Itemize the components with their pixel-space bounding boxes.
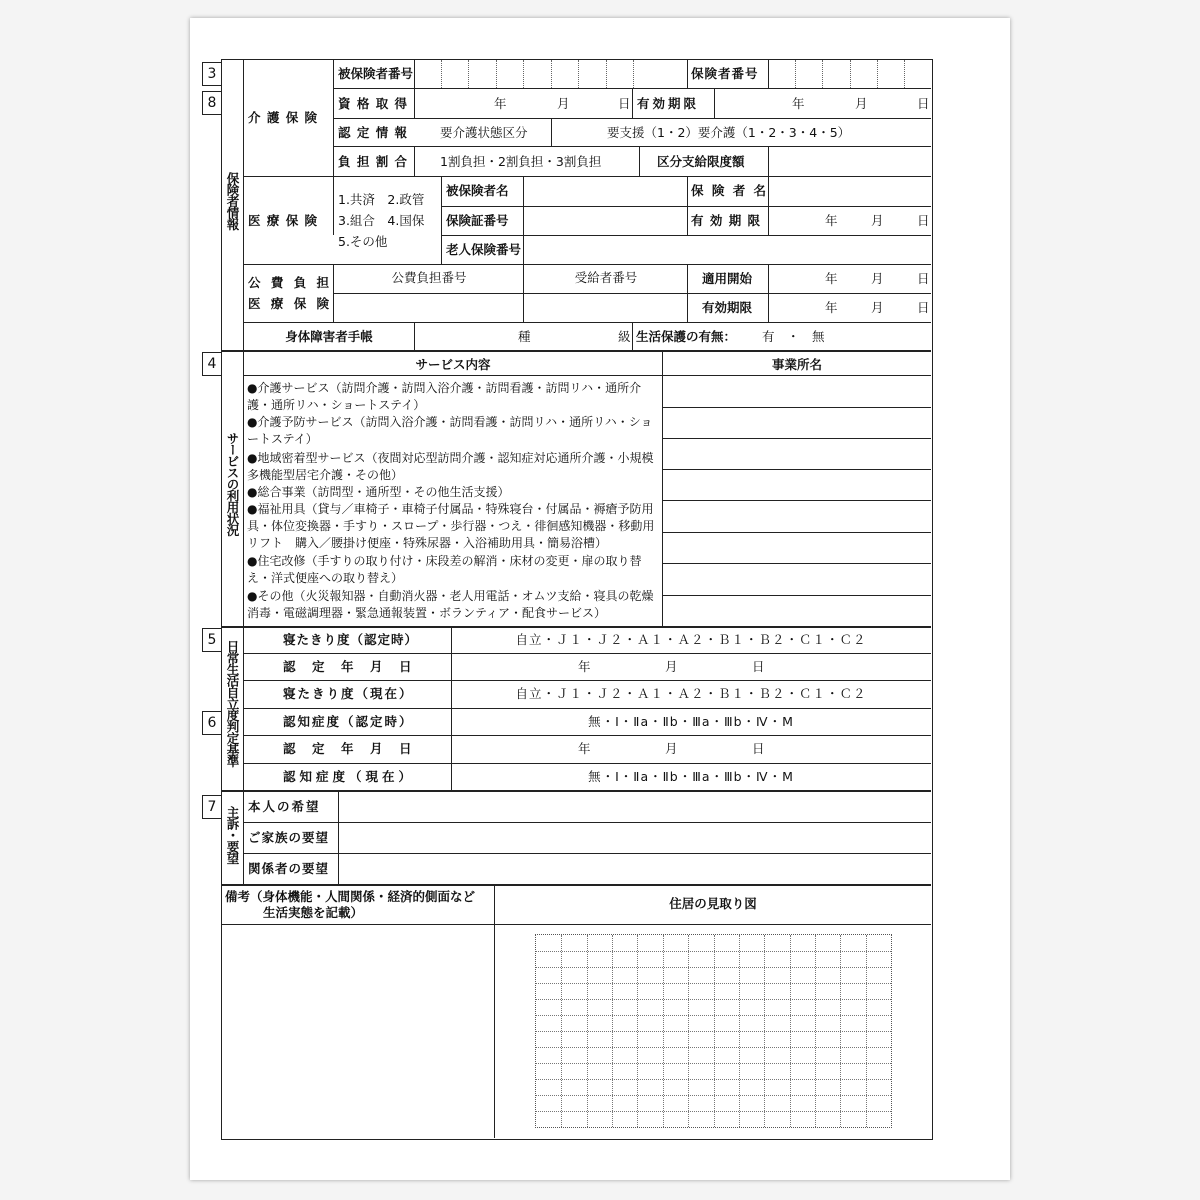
hihokensha-bango-label: 被保険者番号 [338,66,414,81]
iryo-label: 医 療 保 険 [248,213,319,228]
kankeisha-yobo-label: 関係者の要望 [248,861,330,876]
kaigo-label: 介 護 保 険 [248,110,319,125]
service-sonota: ●その他（火災報知器・自動消火器・老人用電話・オムツ支給・寝具の乾燥消毒・電磁調理器・緊急通報装置・ボランティア・配食サービス） [247,589,654,620]
iryo-hokensha-mei-field[interactable] [771,180,929,204]
tekiyo-year: 年 [825,271,838,286]
ninchi-genzai-scale[interactable]: 無・Ⅰ・Ⅱa・Ⅱb・Ⅲa・Ⅲb・Ⅳ・M [588,769,794,784]
kaigo-yuko-kigen-label: 有効期限 [637,96,700,111]
insurer-info-side-label: 保険者情報 [225,172,240,230]
shintai-kyu: 級 [618,329,631,344]
floorplan-grid-line [536,1031,891,1032]
netakiri-nintei-label: 寝たきり度（認定時） [283,632,419,647]
kohi-yuko-year: 年 [825,300,838,315]
nintei-date-2-month: 月 [665,741,678,756]
iryo-yuko-year: 年 [825,213,838,228]
kohi-yuko-month: 月 [871,300,884,315]
hokensho-bango-label: 保険証番号 [446,213,509,228]
honnin-kibo-label: 本人の希望 [248,799,321,814]
services-header-office: 事業所名 [771,357,822,372]
floorplan-grid-line [536,1111,891,1112]
ninchi-nintei-label: 認知症度（認定時） [283,714,414,729]
kohi-yuko-kigen-label: 有効期限 [702,300,753,315]
tekiyo-kaishi-label: 適用開始 [702,271,753,286]
kubun-gendo-label: 区分支給限度額 [657,154,745,169]
netakiri-genzai-label: 寝たきり度（現在） [283,686,414,701]
section-number-6: 6 [202,711,222,735]
adl-side-label: 日常生活自立度判定基準 [225,640,240,767]
requests-side-label: 主訴・要望 [225,806,240,864]
iryo-hokensha-mei-label: 保 険 者 名 [691,183,769,198]
section-number-7: 7 [202,795,222,819]
ninchi-genzai-label: 認知症度（現在） [283,769,416,784]
yokaigo-kubun-label: 要介護状態区分 [440,125,528,140]
kazoku-yobo-label: ご家族の要望 [248,830,330,845]
nintei-date-1-year: 年 [578,659,591,674]
section-number-8: 8 [202,91,222,115]
yokaigo-options: 要支援（1・2）要介護（1・2・3・4・5） [607,125,851,140]
nintei-date-2-day: 日 [752,741,765,756]
services-header-content: サービス内容 [415,357,491,372]
iryo-hihokensha-mei-label: 被保険者名 [446,183,509,198]
shintai-techo-label: 身体障害者手帳 [285,329,373,344]
floorplan-grid-line [536,1095,891,1096]
service-jutaku-kaishu: ●住宅改修（手すりの取り付け・床段差の解消・床材の変更・扉の取り替え・洋式便座への取り替え） [247,554,642,585]
netakiri-genzai-scale[interactable]: 自立・Ｊ１・Ｊ２・Ａ１・Ａ２・Ｂ１・Ｂ２・Ｃ１・Ｃ２ [515,686,867,701]
remarks-label-line2: 生活実態を記載） [263,905,364,920]
service-fukushi-yogu: ●福祉用具（貸与／車椅子・車椅子付属品・特殊寝台・付属品・褥瘡予防用具・体位変換器・手すり・スロープ・歩行器・つえ・徘徊感知機器・移動用リフト 購入／腰掛け便座・特殊尿器・入浴補助用具・簡易浴槽） [247,502,655,550]
hokensha-bango-label: 保険者番号 [691,66,759,81]
nintei-date-2-year: 年 [578,741,591,756]
futan-wariai-label: 負 担 割 合 [338,154,409,169]
service-chiiki: ●地域密着型サービス（夜間対応型訪問介護・認知症対応通所介護・小規模多機能型居宅介護・その他） [247,451,654,482]
seikatsu-hogo-label: 生活保護の有無： [636,329,737,344]
iryo-yuko-month: 月 [871,213,884,228]
nintei-date-label-2: 認 定 年 月 日 [283,741,414,756]
netakiri-nintei-scale[interactable]: 自立・Ｊ１・Ｊ２・Ａ１・Ａ２・Ｂ１・Ｂ２・Ｃ１・Ｃ２ [515,632,867,647]
rojin-bango-label: 老人保険番号 [446,242,522,257]
remarks-label-line1: 備考（身体機能・人間関係・経済的側面など [225,889,476,904]
nintei-date-1-month: 月 [665,659,678,674]
floorplan-grid-line [536,1063,891,1064]
kohi-label-2: 医 療 保 険 [248,296,333,311]
shintai-shu: 種 [518,329,531,344]
floorplan-grid-line [536,983,891,984]
iryo-type-3: 5.その他 [338,234,388,249]
section-number-5: 5 [202,628,222,652]
services-side-label: サービスの利用状況 [225,432,240,536]
kohi-jukyusha-bango-label: 受給者番号 [574,270,638,285]
kubun-gendo-field[interactable] [771,150,929,172]
honnin-kibo-field[interactable] [341,795,929,820]
floorplan-grid-line [536,1047,891,1048]
nintei-joho-label: 認 定 情 報 [338,125,409,140]
floorplan-grid[interactable] [535,934,892,1128]
ninchi-nintei-scale[interactable]: 無・Ⅰ・Ⅱa・Ⅱb・Ⅲa・Ⅲb・Ⅳ・M [588,714,794,729]
service-yobo: ●介護予防サービス（訪問入浴介護・訪問看護・訪問リハ・通所リハ・ショートステイ） [247,415,653,446]
section-number-3: 3 [202,62,222,86]
service-kaigo: ●介護サービス（訪問介護・訪問入浴介護・訪問看護・訪問リハ・通所介護・通所リハ・ショートステイ） [247,381,642,412]
floorplan-grid-line [536,951,891,952]
kankeisha-yobo-field[interactable] [341,857,929,882]
seikatsu-hogo-umu[interactable]: 有 ・ 無 [762,329,825,344]
iryo-type-1: 1.共済 2.政管 [338,192,425,207]
shikaku-day: 日 [618,96,631,111]
hokensho-bango-field[interactable] [526,209,685,233]
floorplan-grid-line [536,1079,891,1080]
iryo-hihokensha-mei-field[interactable] [526,180,685,204]
section-number-4: 4 [202,352,222,376]
rojin-bango-field[interactable] [526,238,929,262]
kohi-label-1: 公 費 負 担 [248,275,333,290]
shikaku-shutoku-label: 資 格 取 得 [338,96,409,111]
kaigo-yuko-year: 年 [792,96,805,111]
service-sogo: ●総合事業（訪問型・通所型・その他生活支援） [247,485,510,499]
nintei-date-label-1: 認 定 年 月 日 [283,659,414,674]
rule [243,60,244,350]
hihokensha-bango-field[interactable] [418,64,686,86]
futan-options: 1割負担・2割負担・3割負担 [440,154,602,169]
kohi-futansha-bango-label: 公費負担番号 [391,270,467,285]
shikaku-month: 月 [557,96,570,111]
kaigo-yuko-month: 月 [855,96,868,111]
kohi-futansha-bango-field[interactable] [336,296,522,318]
remarks-field[interactable] [224,928,492,1134]
floorplan-grid-line [536,967,891,968]
floorplan-grid-line [536,999,891,1000]
kazoku-yobo-field[interactable] [341,826,929,851]
floorplan-label: 住居の見取り図 [669,896,757,911]
iryo-type-2: 3.組合 4.国保 [338,213,425,228]
tekiyo-day: 日 [917,271,930,286]
kaigo-yuko-day: 日 [917,96,930,111]
floorplan-grid-line [536,1015,891,1016]
shikaku-year: 年 [494,96,507,111]
tekiyo-month: 月 [871,271,884,286]
kohi-yuko-day: 日 [917,300,930,315]
iryo-yuko-kigen-label: 有 効 期 限 [691,213,762,228]
kohi-jukyusha-bango-field[interactable] [526,296,686,318]
nintei-date-1-day: 日 [752,659,765,674]
hokensha-bango-field[interactable] [771,64,929,86]
iryo-yuko-day: 日 [917,213,930,228]
